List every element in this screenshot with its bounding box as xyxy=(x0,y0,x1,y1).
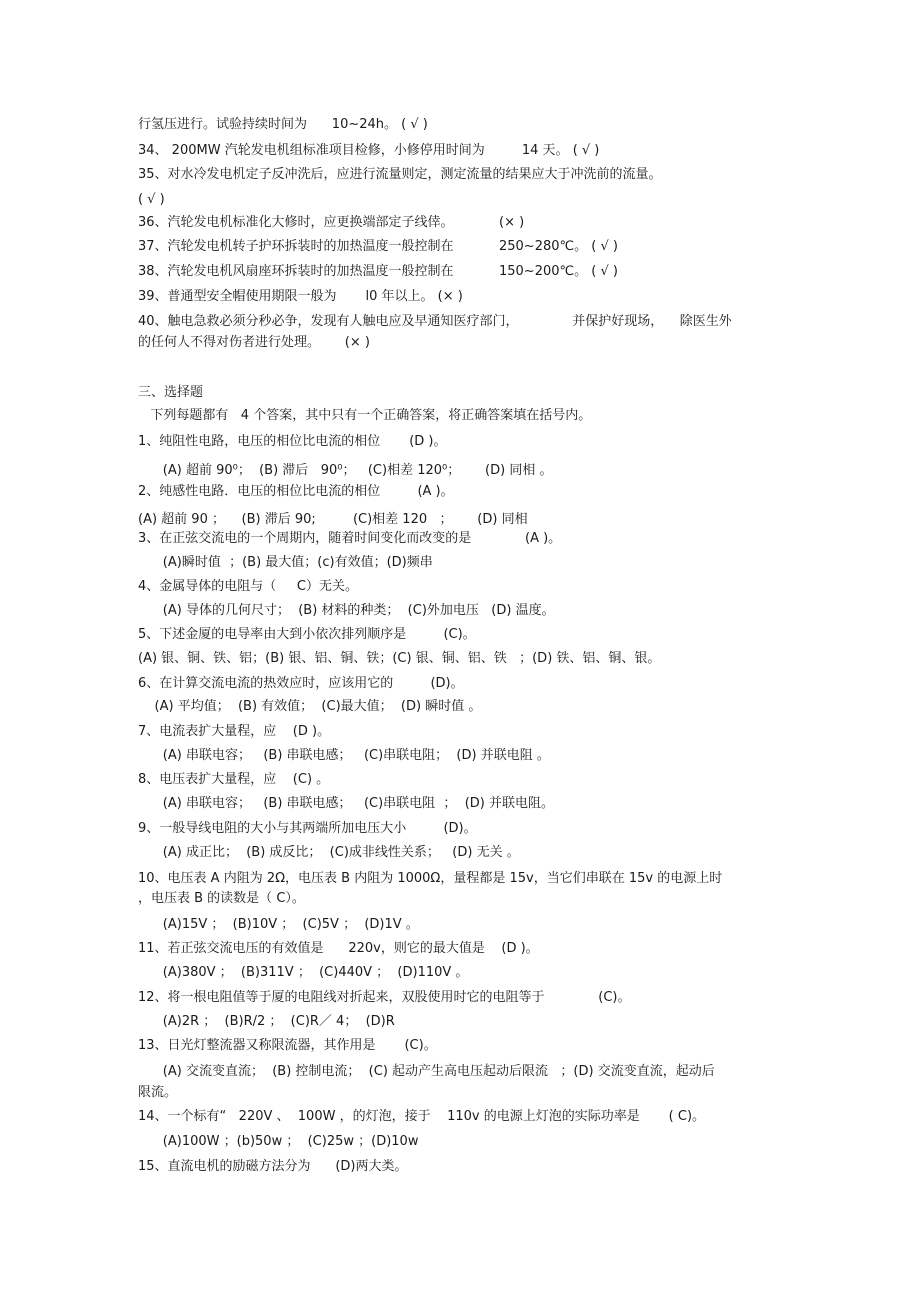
section-title: 三、选择题 xyxy=(138,385,204,400)
tf-question-36: 36、汽轮发电机标准化大修时，应更换端部定子线倖。 (× ) xyxy=(138,215,525,230)
tf-question-35-answer: ( √ ) xyxy=(138,192,165,207)
mc-question-1-options: (A) 超前 90⁰； (B) 滞后 90⁰； (C)相差 120⁰； (D) 同相 。 xyxy=(138,463,553,478)
mc-question-12: 12、将一根电阻值等于厦的电阻线对折起来，双股使用时它的电阻等于 (C)。 xyxy=(138,990,631,1005)
mc-question-10: 10、电压表 A 内阻为 2Ω，电压表 B 内阻为 1000Ω，量程都是 15v，当它们串联在 15v 的电源上时 xyxy=(138,871,723,886)
tf-question-37: 37、汽轮发电机转子护环拆装时的加热温度一般控制在 250~280℃。 ( √ ) xyxy=(138,239,618,254)
section-instructions: 下列每题都有 4 个答案，其中只有一个正确答案，将正确答案填在括号内。 xyxy=(138,408,592,423)
mc-question-10-options: (A)15V ； (B)10V ； (C)5V ； (D)1V 。 xyxy=(138,917,419,932)
mc-question-6-options: (A) 平均值； (B) 有效值； (C)最大值； (D) 瞬时值 。 xyxy=(138,699,482,714)
mc-question-10-continued: ，电压表 B 的读数是（ C）。 xyxy=(138,891,305,906)
tf-question-35: 35、对水冷发电机定子反冲洗后，应进行流量则定，测定流量的结果应大于冲洗前的流量。 xyxy=(138,167,662,182)
mc-question-7: 7、电流表扩大量程，应 (D )。 xyxy=(138,724,331,739)
mc-question-8-options: (A) 串联电容； (B) 串联电感； (C)串联电阻 ； (D) 并联电阻。 xyxy=(138,796,554,811)
mc-question-14-options: (A)100W ；(b)50w ； (C)25w ；(D)10w xyxy=(138,1134,419,1149)
mc-question-13-continued: 限流。 xyxy=(138,1085,178,1100)
mc-question-5: 5、下述金厦的电导率由大到小依次排列顺序是 (C)。 xyxy=(138,627,476,642)
tf-question-38: 38、汽轮发电机风扇座环拆装时的加热温度一般控制在 150~200℃。 ( √ ) xyxy=(138,264,618,279)
mc-question-11: 11、若正弦交流电压的有效值是 220v，则它的最大值是 (D )。 xyxy=(138,941,539,956)
mc-question-7-options: (A) 串联电容； (B) 串联电感； (C)串联电阻； (D) 并联电阻 。 xyxy=(138,748,550,763)
mc-question-12-options: (A)2R ； (B)R/2 ； (C)R／ 4； (D)R xyxy=(138,1014,395,1029)
tf-question-40-continued: 的任何人不得对伤者进行处理。 (× ) xyxy=(138,335,370,350)
tf-question-40: 40、触电急救必须分秒必争，发现有人触电应及早通知医疗部门， 并保护好现场， 除医生外 xyxy=(138,314,732,329)
mc-question-11-options: (A)380V ； (B)311V ； (C)440V ； (D)110V 。 xyxy=(138,965,469,980)
tf-question-39: 39、普通型安全帽使用期限一般为 l0 年以上。 (× ) xyxy=(138,289,463,304)
mc-question-2: 2、纯感性电路．电压的相位比电流的相位 (A )。 xyxy=(138,484,454,499)
mc-question-8: 8、电压表扩大量程，应 (C) 。 xyxy=(138,772,330,787)
tf-line-continued-33: 行氢压进行。试验持续时间为 10~24h。 ( √ ) xyxy=(138,117,428,132)
mc-question-9: 9、一般导线电阻的大小与其两端所加电压大小 (D)。 xyxy=(138,821,477,836)
mc-question-3-options: (A)瞬时值 ；(B) 最大值；(c)有效值；(D)频串 xyxy=(138,555,433,570)
mc-question-2-options: (A) 超前 90 ； (B) 滞后 90; (C)相差 120 ； (D) 同相 xyxy=(138,512,528,527)
mc-question-13-options: (A) 交流变直流； (B) 控制电流； (C) 起动产生高电压起动后限流 ；(D) 交流变直流，起动后 xyxy=(138,1064,715,1079)
mc-question-4-options: (A) 导体的几何尺寸； (B) 材料的种类； (C)外加电压 (D) 温度。 xyxy=(138,603,555,618)
mc-question-6: 6、在计算交流电流的热效应时，应该用它的 (D)。 xyxy=(138,676,464,691)
tf-question-34: 34、 200MW 汽轮发电机组标准项目检修，小修停用时间为 14 天。 ( √ ) xyxy=(138,143,600,158)
mc-question-3: 3、在正弦交流电的一个周期内，随着时间变化而改变的是 (A )。 xyxy=(138,531,562,546)
mc-question-13: 13、日光灯整流器又称限流器，其作用是 (C)。 xyxy=(138,1038,437,1053)
mc-question-9-options: (A) 成正比； (B) 成反比； (C)成非线性关系； (D) 无关 。 xyxy=(138,845,520,860)
mc-question-4: 4、金属导体的电阻与（ C）无关。 xyxy=(138,579,359,594)
mc-question-15: 15、直流电机的励磁方法分为 (D)两大类。 xyxy=(138,1159,408,1174)
mc-question-5-options: (A) 银、铜、铁、铝；(B) 银、铝、铜、铁；(C) 银、铜、铝、铁 ；(D) 铁、铝、铜、银。 xyxy=(138,651,661,666)
mc-question-1: 1、纯阻性电路，电压的相位比电流的相位 (D )。 xyxy=(138,434,447,449)
mc-question-14: 14、一个标有“ 220V 、 100W ，的灯泡，接于 110v 的电源上灯泡的实际功率是 ( C)。 xyxy=(138,1109,706,1124)
